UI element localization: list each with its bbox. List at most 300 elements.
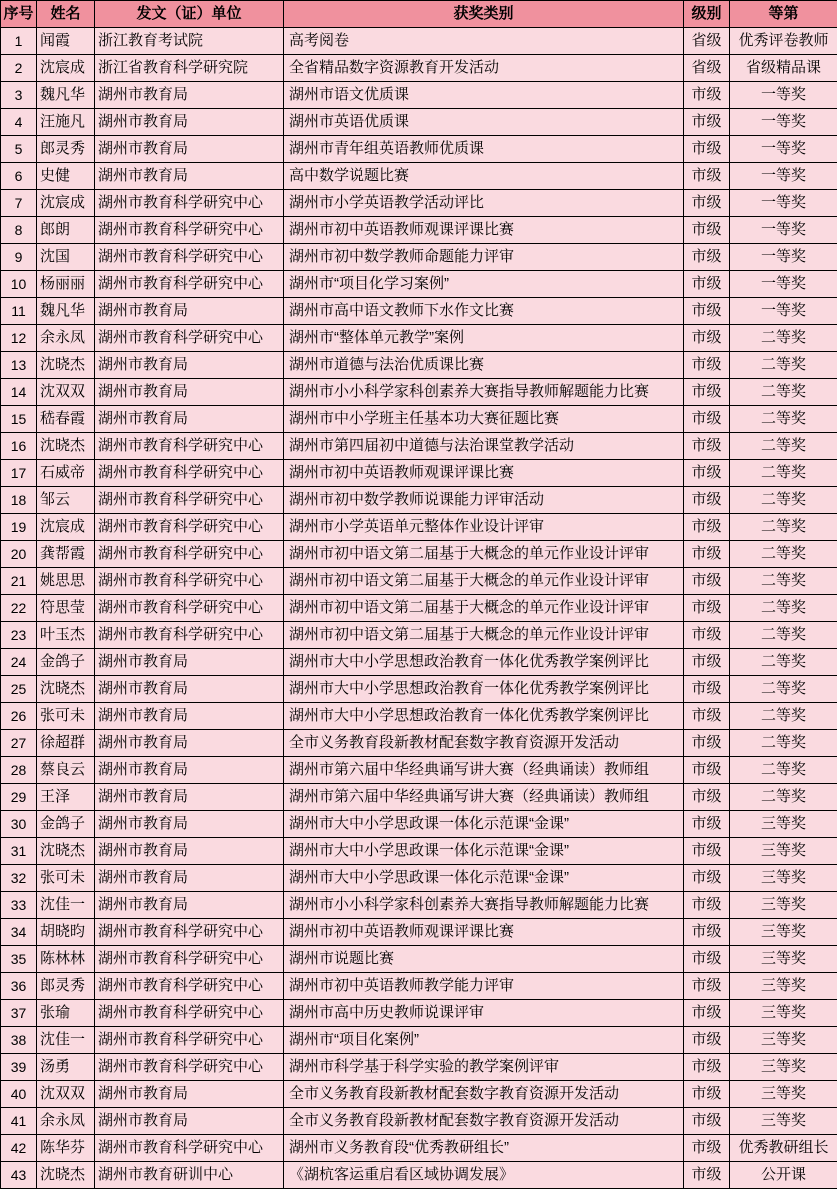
award-category-cell: 湖州市高中历史教师说课评审 <box>284 1000 684 1027</box>
grade-cell: 二等奖 <box>730 568 837 595</box>
award-category-cell: 湖州市第六届中华经典诵写讲大赛（经典诵读）教师组 <box>284 757 684 784</box>
grade-cell: 二等奖 <box>730 487 837 514</box>
table-row <box>1 568 837 595</box>
table-row <box>1 352 837 379</box>
issuing-unit-cell: 湖州市教育科学研究中心 <box>95 487 284 514</box>
header-issuing-unit: 发文（证）单位 <box>95 1 284 28</box>
award-category-cell: 湖州市科学基于科学实验的教学案例评审 <box>284 1054 684 1081</box>
row-number-cell: 15 <box>1 406 37 433</box>
award-category-cell: 湖州市大中小学思政课一体化示范课“金课” <box>284 865 684 892</box>
level-cell: 市级 <box>684 1000 730 1027</box>
grade-cell: 二等奖 <box>730 622 837 649</box>
grade-cell: 三等奖 <box>730 973 837 1000</box>
issuing-unit-cell: 湖州市教育科学研究中心 <box>95 1054 284 1081</box>
name-cell: 沈晓杰 <box>37 1162 95 1189</box>
issuing-unit-cell: 湖州市教育科学研究中心 <box>95 217 284 244</box>
level-cell: 市级 <box>684 757 730 784</box>
row-number-cell: 9 <box>1 244 37 271</box>
header-level: 级别 <box>684 1 730 28</box>
table-row <box>1 406 837 433</box>
issuing-unit-cell: 湖州市教育局 <box>95 838 284 865</box>
row-number-cell: 43 <box>1 1162 37 1189</box>
award-category-cell: 高考阅卷 <box>284 28 684 55</box>
table-row <box>1 784 837 811</box>
name-cell: 沈宸成 <box>37 55 95 82</box>
table-row <box>1 865 837 892</box>
name-cell: 闻霞 <box>37 28 95 55</box>
header-grade: 等第 <box>730 1 837 28</box>
table-row <box>1 1027 837 1054</box>
table-row <box>1 1162 837 1189</box>
grade-cell: 一等奖 <box>730 190 837 217</box>
row-number-cell: 29 <box>1 784 37 811</box>
level-cell: 市级 <box>684 730 730 757</box>
level-cell: 市级 <box>684 973 730 1000</box>
award-category-cell: 全市义务教育段新教材配套数字教育资源开发活动 <box>284 1081 684 1108</box>
award-category-cell: 湖州市说题比赛 <box>284 946 684 973</box>
grade-cell: 三等奖 <box>730 865 837 892</box>
grade-cell: 一等奖 <box>730 82 837 109</box>
level-cell: 市级 <box>684 568 730 595</box>
issuing-unit-cell: 湖州市教育科学研究中心 <box>95 244 284 271</box>
row-number-cell: 31 <box>1 838 37 865</box>
table-row <box>1 730 837 757</box>
grade-cell: 三等奖 <box>730 1027 837 1054</box>
level-cell: 市级 <box>684 325 730 352</box>
row-number-cell: 12 <box>1 325 37 352</box>
level-cell: 市级 <box>684 1081 730 1108</box>
grade-cell: 三等奖 <box>730 1000 837 1027</box>
issuing-unit-cell: 湖州市教育科学研究中心 <box>95 190 284 217</box>
table-row <box>1 271 837 298</box>
name-cell: 汪施凡 <box>37 109 95 136</box>
table-row <box>1 1000 837 1027</box>
table-row <box>1 379 837 406</box>
row-number-cell: 41 <box>1 1108 37 1135</box>
name-cell: 王泽 <box>37 784 95 811</box>
row-number-cell: 34 <box>1 919 37 946</box>
award-category-cell: 湖州市小小科学家科创素养大赛指导教师解题能力比赛 <box>284 379 684 406</box>
header-row <box>1 1 837 28</box>
table-row <box>1 838 837 865</box>
name-cell: 郎朗 <box>37 217 95 244</box>
award-category-cell: 湖州市初中数学教师说课能力评审活动 <box>284 487 684 514</box>
award-table-body <box>1 28 837 1189</box>
award-category-cell: 全市义务教育段新教材配套数字教育资源开发活动 <box>284 1108 684 1135</box>
name-cell: 郎灵秀 <box>37 136 95 163</box>
table-row <box>1 676 837 703</box>
level-cell: 市级 <box>684 244 730 271</box>
level-cell: 市级 <box>684 649 730 676</box>
name-cell: 沈国 <box>37 244 95 271</box>
row-number-cell: 22 <box>1 595 37 622</box>
name-cell: 魏凡华 <box>37 298 95 325</box>
issuing-unit-cell: 湖州市教育局 <box>95 163 284 190</box>
level-cell: 市级 <box>684 190 730 217</box>
award-category-cell: 湖州市语文优质课 <box>284 82 684 109</box>
award-category-cell: 湖州市大中小学思政课一体化示范课“金课” <box>284 811 684 838</box>
issuing-unit-cell: 湖州市教育科学研究中心 <box>95 595 284 622</box>
name-cell: 陈林林 <box>37 946 95 973</box>
level-cell: 市级 <box>684 82 730 109</box>
row-number-cell: 14 <box>1 379 37 406</box>
level-cell: 市级 <box>684 298 730 325</box>
award-category-cell: 湖州市初中英语教师观课评课比赛 <box>284 217 684 244</box>
issuing-unit-cell: 湖州市教育科学研究中心 <box>95 541 284 568</box>
award-category-cell: 湖州市初中英语教师观课评课比赛 <box>284 919 684 946</box>
grade-cell: 二等奖 <box>730 379 837 406</box>
level-cell: 市级 <box>684 811 730 838</box>
issuing-unit-cell: 湖州市教育局 <box>95 82 284 109</box>
grade-cell: 公开课 <box>730 1162 837 1189</box>
name-cell: 沈晓杰 <box>37 433 95 460</box>
row-number-cell: 28 <box>1 757 37 784</box>
name-cell: 杨丽丽 <box>37 271 95 298</box>
row-number-cell: 10 <box>1 271 37 298</box>
name-cell: 张瑜 <box>37 1000 95 1027</box>
grade-cell: 二等奖 <box>730 649 837 676</box>
issuing-unit-cell: 湖州市教育科学研究中心 <box>95 1000 284 1027</box>
level-cell: 市级 <box>684 595 730 622</box>
table-row <box>1 55 837 82</box>
table-row <box>1 541 837 568</box>
level-cell: 市级 <box>684 1108 730 1135</box>
name-cell: 余永凤 <box>37 1108 95 1135</box>
name-cell: 嵇春霞 <box>37 406 95 433</box>
row-number-cell: 6 <box>1 163 37 190</box>
name-cell: 胡晓昀 <box>37 919 95 946</box>
grade-cell: 二等奖 <box>730 460 837 487</box>
grade-cell: 二等奖 <box>730 595 837 622</box>
grade-cell: 三等奖 <box>730 1108 837 1135</box>
row-number-cell: 3 <box>1 82 37 109</box>
award-category-cell: 湖州市第六届中华经典诵写讲大赛（经典诵读）教师组 <box>284 784 684 811</box>
grade-cell: 三等奖 <box>730 1081 837 1108</box>
row-number-cell: 11 <box>1 298 37 325</box>
issuing-unit-cell: 湖州市教育科学研究中心 <box>95 622 284 649</box>
award-category-cell: 湖州市大中小学思政课一体化示范课“金课” <box>284 838 684 865</box>
level-cell: 市级 <box>684 919 730 946</box>
grade-cell: 二等奖 <box>730 352 837 379</box>
header-name: 姓名 <box>37 1 95 28</box>
name-cell: 沈佳一 <box>37 892 95 919</box>
award-category-cell: 湖州市义务教育段“优秀教研组长” <box>284 1135 684 1162</box>
grade-cell: 二等奖 <box>730 757 837 784</box>
issuing-unit-cell: 湖州市教育局 <box>95 811 284 838</box>
award-category-cell: 湖州市初中英语教师观课评课比赛 <box>284 460 684 487</box>
grade-cell: 一等奖 <box>730 244 837 271</box>
header-award-category: 获奖类别 <box>284 1 684 28</box>
award-table-header <box>1 1 837 28</box>
table-row <box>1 919 837 946</box>
level-cell: 市级 <box>684 946 730 973</box>
row-number-cell: 24 <box>1 649 37 676</box>
row-number-cell: 36 <box>1 973 37 1000</box>
name-cell: 沈佳一 <box>37 1027 95 1054</box>
grade-cell: 一等奖 <box>730 109 837 136</box>
level-cell: 省级 <box>684 55 730 82</box>
issuing-unit-cell: 湖州市教育局 <box>95 649 284 676</box>
issuing-unit-cell: 湖州市教育局 <box>95 676 284 703</box>
issuing-unit-cell: 湖州市教育科学研究中心 <box>95 433 284 460</box>
row-number-cell: 13 <box>1 352 37 379</box>
table-row <box>1 811 837 838</box>
issuing-unit-cell: 湖州市教育局 <box>95 136 284 163</box>
table-row <box>1 136 837 163</box>
level-cell: 市级 <box>684 109 730 136</box>
issuing-unit-cell: 湖州市教育局 <box>95 784 284 811</box>
row-number-cell: 17 <box>1 460 37 487</box>
award-category-cell: 湖州市初中语文第二届基于大概念的单元作业设计评审 <box>284 541 684 568</box>
name-cell: 符思莹 <box>37 595 95 622</box>
issuing-unit-cell: 湖州市教育科学研究中心 <box>95 460 284 487</box>
level-cell: 市级 <box>684 379 730 406</box>
table-row <box>1 1081 837 1108</box>
row-number-cell: 32 <box>1 865 37 892</box>
award-category-cell: 湖州市小学英语教学活动评比 <box>284 190 684 217</box>
issuing-unit-cell: 湖州市教育科学研究中心 <box>95 946 284 973</box>
row-number-cell: 20 <box>1 541 37 568</box>
level-cell: 市级 <box>684 892 730 919</box>
level-cell: 市级 <box>684 838 730 865</box>
grade-cell: 一等奖 <box>730 298 837 325</box>
row-number-cell: 5 <box>1 136 37 163</box>
name-cell: 史健 <box>37 163 95 190</box>
row-number-cell: 1 <box>1 28 37 55</box>
name-cell: 张可未 <box>37 703 95 730</box>
name-cell: 郎灵秀 <box>37 973 95 1000</box>
row-number-cell: 30 <box>1 811 37 838</box>
issuing-unit-cell: 湖州市教育科学研究中心 <box>95 1135 284 1162</box>
table-row <box>1 190 837 217</box>
grade-cell: 三等奖 <box>730 811 837 838</box>
issuing-unit-cell: 湖州市教育科学研究中心 <box>95 973 284 1000</box>
award-category-cell: 湖州市初中语文第二届基于大概念的单元作业设计评审 <box>284 595 684 622</box>
award-category-cell: 湖州市“项目化学习案例” <box>284 271 684 298</box>
level-cell: 市级 <box>684 865 730 892</box>
grade-cell: 二等奖 <box>730 433 837 460</box>
level-cell: 市级 <box>684 1027 730 1054</box>
table-row <box>1 649 837 676</box>
level-cell: 市级 <box>684 541 730 568</box>
grade-cell: 一等奖 <box>730 271 837 298</box>
table-row <box>1 460 837 487</box>
level-cell: 市级 <box>684 406 730 433</box>
table-row <box>1 109 837 136</box>
grade-cell: 二等奖 <box>730 676 837 703</box>
award-category-cell: 全省精品数字资源教育开发活动 <box>284 55 684 82</box>
grade-cell: 二等奖 <box>730 541 837 568</box>
name-cell: 邹云 <box>37 487 95 514</box>
award-category-cell: 湖州市道德与法治优质课比赛 <box>284 352 684 379</box>
name-cell: 沈晓杰 <box>37 352 95 379</box>
grade-cell: 二等奖 <box>730 703 837 730</box>
issuing-unit-cell: 湖州市教育局 <box>95 865 284 892</box>
name-cell: 沈晓杰 <box>37 838 95 865</box>
table-row <box>1 703 837 730</box>
table-row <box>1 433 837 460</box>
grade-cell: 省级精品课 <box>730 55 837 82</box>
issuing-unit-cell: 湖州市教育研训中心 <box>95 1162 284 1189</box>
row-number-cell: 27 <box>1 730 37 757</box>
level-cell: 市级 <box>684 622 730 649</box>
level-cell: 市级 <box>684 514 730 541</box>
name-cell: 魏凡华 <box>37 82 95 109</box>
issuing-unit-cell: 湖州市教育科学研究中心 <box>95 1027 284 1054</box>
award-category-cell: 湖州市第四届初中道德与法治课堂教学活动 <box>284 433 684 460</box>
issuing-unit-cell: 湖州市教育科学研究中心 <box>95 325 284 352</box>
row-number-cell: 33 <box>1 892 37 919</box>
row-number-cell: 38 <box>1 1027 37 1054</box>
table-row <box>1 892 837 919</box>
grade-cell: 三等奖 <box>730 946 837 973</box>
table-row <box>1 622 837 649</box>
grade-cell: 三等奖 <box>730 919 837 946</box>
table-row <box>1 973 837 1000</box>
award-category-cell: 高中数学说题比赛 <box>284 163 684 190</box>
name-cell: 陈华芬 <box>37 1135 95 1162</box>
level-cell: 市级 <box>684 163 730 190</box>
row-number-cell: 35 <box>1 946 37 973</box>
award-category-cell: 湖州市英语优质课 <box>284 109 684 136</box>
level-cell: 市级 <box>684 217 730 244</box>
table-row <box>1 217 837 244</box>
row-number-cell: 25 <box>1 676 37 703</box>
row-number-cell: 7 <box>1 190 37 217</box>
name-cell: 沈宸成 <box>37 514 95 541</box>
issuing-unit-cell: 湖州市教育局 <box>95 109 284 136</box>
grade-cell: 优秀教研组长 <box>730 1135 837 1162</box>
issuing-unit-cell: 湖州市教育局 <box>95 298 284 325</box>
grade-cell: 一等奖 <box>730 163 837 190</box>
table-row <box>1 946 837 973</box>
grade-cell: 三等奖 <box>730 838 837 865</box>
grade-cell: 二等奖 <box>730 514 837 541</box>
name-cell: 沈宸成 <box>37 190 95 217</box>
row-number-cell: 16 <box>1 433 37 460</box>
issuing-unit-cell: 湖州市教育局 <box>95 1081 284 1108</box>
name-cell: 龚帮霞 <box>37 541 95 568</box>
grade-cell: 二等奖 <box>730 730 837 757</box>
grade-cell: 三等奖 <box>730 892 837 919</box>
level-cell: 市级 <box>684 136 730 163</box>
name-cell: 沈晓杰 <box>37 676 95 703</box>
issuing-unit-cell: 湖州市教育局 <box>95 892 284 919</box>
row-number-cell: 19 <box>1 514 37 541</box>
row-number-cell: 18 <box>1 487 37 514</box>
level-cell: 市级 <box>684 784 730 811</box>
name-cell: 汤勇 <box>37 1054 95 1081</box>
level-cell: 市级 <box>684 433 730 460</box>
row-number-cell: 40 <box>1 1081 37 1108</box>
name-cell: 张可未 <box>37 865 95 892</box>
level-cell: 市级 <box>684 487 730 514</box>
row-number-cell: 42 <box>1 1135 37 1162</box>
award-category-cell: 湖州市初中英语教师教学能力评审 <box>284 973 684 1000</box>
table-row <box>1 298 837 325</box>
award-category-cell: 湖州市初中语文第二届基于大概念的单元作业设计评审 <box>284 622 684 649</box>
level-cell: 市级 <box>684 1054 730 1081</box>
level-cell: 市级 <box>684 1135 730 1162</box>
award-category-cell: 《湖杭客运重启看区域协调发展》 <box>284 1162 684 1189</box>
row-number-cell: 8 <box>1 217 37 244</box>
issuing-unit-cell: 湖州市教育局 <box>95 1108 284 1135</box>
issuing-unit-cell: 湖州市教育科学研究中心 <box>95 919 284 946</box>
level-cell: 市级 <box>684 1162 730 1189</box>
row-number-cell: 21 <box>1 568 37 595</box>
issuing-unit-cell: 湖州市教育科学研究中心 <box>95 271 284 298</box>
grade-cell: 二等奖 <box>730 784 837 811</box>
row-number-cell: 4 <box>1 109 37 136</box>
award-category-cell: 湖州市“整体单元教学”案例 <box>284 325 684 352</box>
name-cell: 沈双双 <box>37 1081 95 1108</box>
table-row <box>1 82 837 109</box>
issuing-unit-cell: 湖州市教育局 <box>95 730 284 757</box>
grade-cell: 二等奖 <box>730 325 837 352</box>
row-number-cell: 39 <box>1 1054 37 1081</box>
row-number-cell: 37 <box>1 1000 37 1027</box>
table-row <box>1 1135 837 1162</box>
name-cell: 金鸽子 <box>37 649 95 676</box>
table-row <box>1 514 837 541</box>
award-category-cell: 湖州市青年组英语教师优质课 <box>284 136 684 163</box>
grade-cell: 一等奖 <box>730 136 837 163</box>
award-category-cell: 湖州市小小科学家科创素养大赛指导教师解题能力比赛 <box>284 892 684 919</box>
issuing-unit-cell: 湖州市教育局 <box>95 703 284 730</box>
name-cell: 姚思思 <box>37 568 95 595</box>
table-row <box>1 1108 837 1135</box>
award-category-cell: 湖州市高中语文教师下水作文比赛 <box>284 298 684 325</box>
issuing-unit-cell: 湖州市教育局 <box>95 352 284 379</box>
level-cell: 省级 <box>684 28 730 55</box>
level-cell: 市级 <box>684 703 730 730</box>
name-cell: 蔡良云 <box>37 757 95 784</box>
award-category-cell: 湖州市初中语文第二届基于大概念的单元作业设计评审 <box>284 568 684 595</box>
award-category-cell: 湖州市大中小学思想政治教育一体化优秀教学案例评比 <box>284 676 684 703</box>
row-number-cell: 26 <box>1 703 37 730</box>
level-cell: 市级 <box>684 460 730 487</box>
level-cell: 市级 <box>684 676 730 703</box>
award-category-cell: 湖州市小学英语单元整体作业设计评审 <box>284 514 684 541</box>
name-cell: 余永凤 <box>37 325 95 352</box>
issuing-unit-cell: 浙江教育考试院 <box>95 28 284 55</box>
name-cell: 石威帝 <box>37 460 95 487</box>
table-row <box>1 163 837 190</box>
level-cell: 市级 <box>684 352 730 379</box>
row-number-cell: 23 <box>1 622 37 649</box>
row-number-cell: 2 <box>1 55 37 82</box>
grade-cell: 优秀评卷教师 <box>730 28 837 55</box>
name-cell: 叶玉杰 <box>37 622 95 649</box>
table-row <box>1 28 837 55</box>
grade-cell: 三等奖 <box>730 1054 837 1081</box>
table-row <box>1 487 837 514</box>
issuing-unit-cell: 湖州市教育科学研究中心 <box>95 514 284 541</box>
issuing-unit-cell: 浙江省教育科学研究院 <box>95 55 284 82</box>
table-row <box>1 1054 837 1081</box>
table-row <box>1 595 837 622</box>
name-cell: 徐超群 <box>37 730 95 757</box>
table-row <box>1 244 837 271</box>
award-category-cell: 湖州市大中小学思想政治教育一体化优秀教学案例评比 <box>284 703 684 730</box>
issuing-unit-cell: 湖州市教育局 <box>95 406 284 433</box>
name-cell: 金鸽子 <box>37 811 95 838</box>
issuing-unit-cell: 湖州市教育局 <box>95 757 284 784</box>
grade-cell: 一等奖 <box>730 217 837 244</box>
name-cell: 沈双双 <box>37 379 95 406</box>
award-category-cell: 全市义务教育段新教材配套数字教育资源开发活动 <box>284 730 684 757</box>
award-category-cell: 湖州市中小学班主任基本功大赛征题比赛 <box>284 406 684 433</box>
